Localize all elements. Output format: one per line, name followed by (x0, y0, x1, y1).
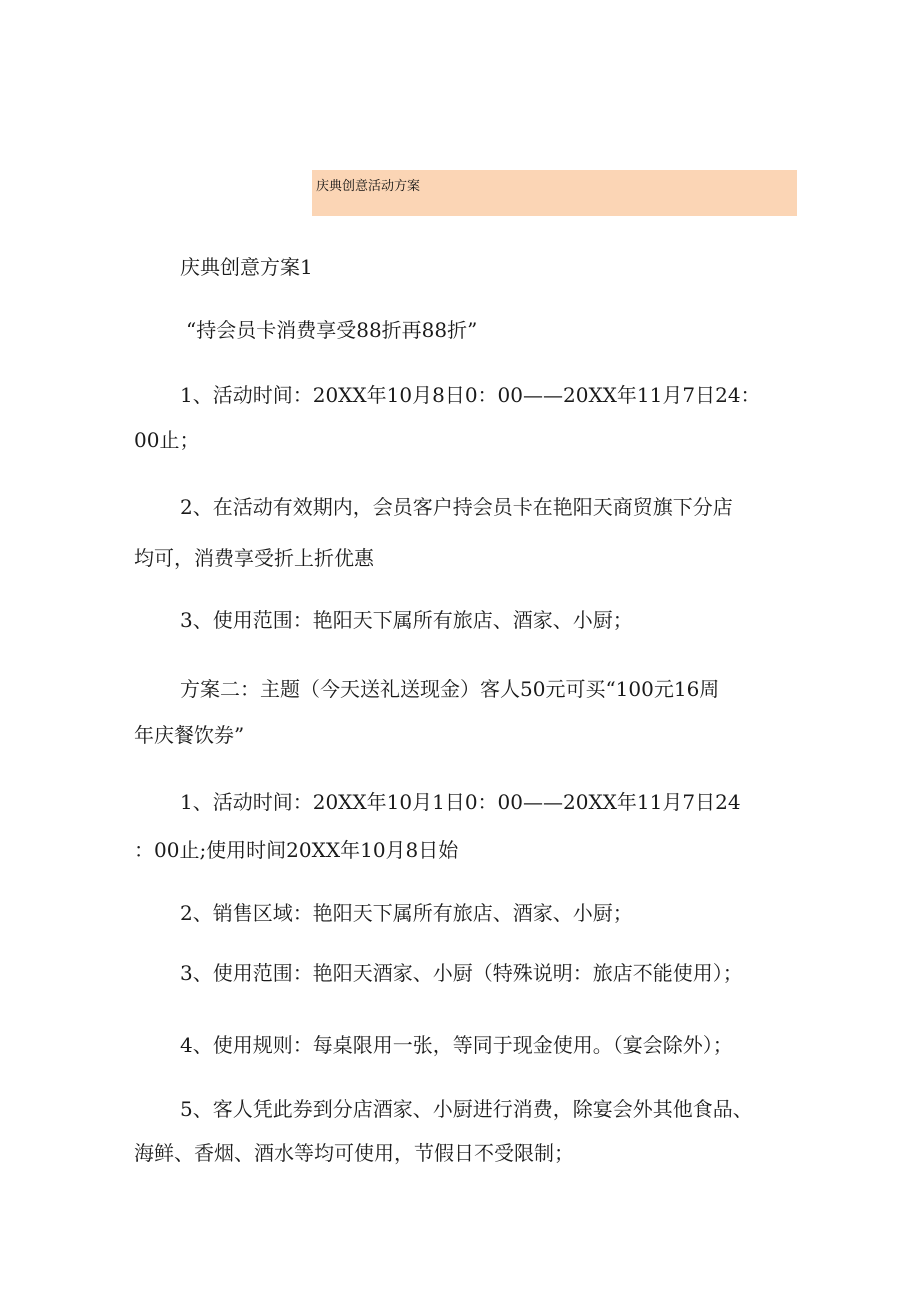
paragraph-line: 2、销售区域：艳阳天下属所有旅店、酒家、小厨； (180, 901, 633, 925)
header-band (312, 170, 797, 216)
slogan: “持会员卡消费享受88折再88折” (186, 318, 478, 342)
paragraph-line: ：00止;使用时间20XX年10月8日始 (134, 838, 459, 862)
document-header-title: 庆典创意活动方案 (316, 179, 421, 194)
paragraph-line: 5、客人凭此券到分店酒家、小厨进行消费，除宴会外其他食品、 (180, 1097, 753, 1121)
paragraph-line: 1、活动时间：20XX年10月1日0：00——20XX年11月7日24 (180, 790, 741, 814)
paragraph-line: 年庆餐饮券” (134, 723, 245, 747)
paragraph-line: 4、使用规则：每桌限用一张，等同于现金使用。（宴会除外）； (180, 1033, 733, 1057)
paragraph-line: 1、活动时间：20XX年10月8日0：00——20XX年11月7日24： (180, 383, 761, 407)
paragraph-line: 均可，消费享受折上折优惠 (134, 546, 374, 570)
paragraph-line: 2、在活动有效期内，会员客户持会员卡在艳阳天商贸旗下分店 (180, 495, 733, 519)
paragraph-line: 00止； (134, 428, 200, 452)
paragraph-line: 3、使用范围：艳阳天下属所有旅店、酒家、小厨； (180, 608, 633, 632)
paragraph-line: 3、使用范围：艳阳天酒家、小厨（特殊说明：旅店不能使用）； (180, 961, 743, 985)
paragraph-line: 方案二：主题（今天送礼送现金）客人50元可买“100元16周 (180, 677, 720, 701)
paragraph-line: 海鲜、香烟、酒水等均可使用，节假日不受限制； (134, 1141, 574, 1165)
section-title: 庆典创意方案1 (180, 255, 313, 279)
